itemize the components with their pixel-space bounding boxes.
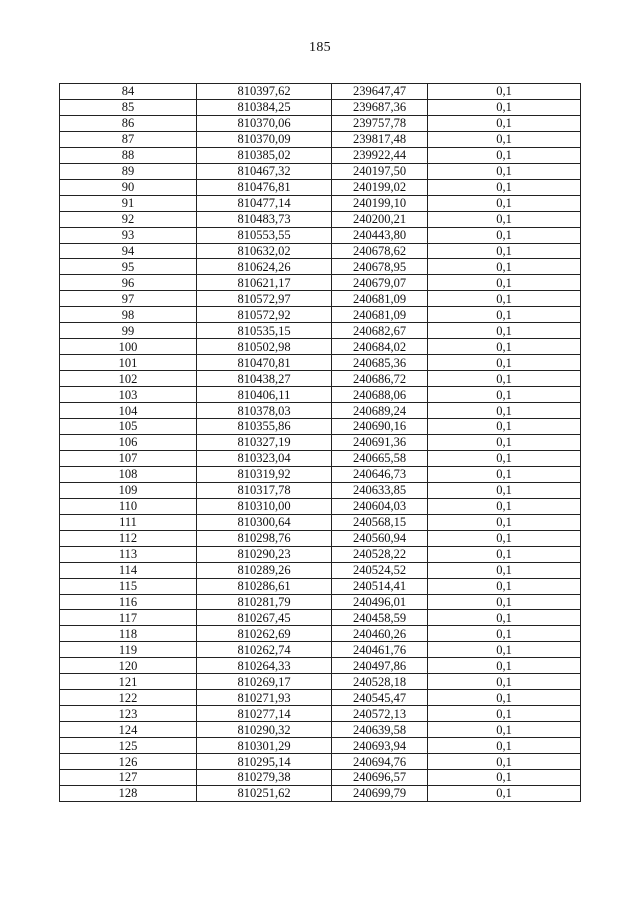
point-number-cell: 89 [60, 163, 197, 179]
accuracy-cell: 0,1 [428, 738, 581, 754]
y-coordinate-cell: 240681,09 [332, 291, 428, 307]
table-row [60, 403, 581, 419]
x-coordinate-cell: 810553,55 [197, 227, 332, 243]
y-coordinate-cell: 240694,76 [332, 754, 428, 770]
table-row [60, 530, 581, 546]
table-row [60, 387, 581, 403]
x-coordinate-cell: 810370,06 [197, 115, 332, 131]
point-number-cell: 114 [60, 562, 197, 578]
x-coordinate-cell: 810406,11 [197, 387, 332, 403]
table-row [60, 738, 581, 754]
x-coordinate-cell: 810290,23 [197, 546, 332, 562]
table-row [60, 243, 581, 259]
accuracy-cell: 0,1 [428, 275, 581, 291]
x-coordinate-cell: 810271,93 [197, 690, 332, 706]
table-row [60, 99, 581, 115]
accuracy-cell: 0,1 [428, 450, 581, 466]
y-coordinate-cell: 240696,57 [332, 769, 428, 785]
accuracy-cell: 0,1 [428, 530, 581, 546]
x-coordinate-cell: 810483,73 [197, 211, 332, 227]
x-coordinate-cell: 810385,02 [197, 147, 332, 163]
x-coordinate-cell: 810319,92 [197, 466, 332, 482]
point-number-cell: 84 [60, 84, 197, 100]
table-row [60, 785, 581, 801]
accuracy-cell: 0,1 [428, 84, 581, 100]
accuracy-cell: 0,1 [428, 291, 581, 307]
y-coordinate-cell: 240682,67 [332, 323, 428, 339]
x-coordinate-cell: 810535,15 [197, 323, 332, 339]
y-coordinate-cell: 240691,36 [332, 434, 428, 450]
x-coordinate-cell: 810467,32 [197, 163, 332, 179]
accuracy-cell: 0,1 [428, 147, 581, 163]
accuracy-cell: 0,1 [428, 626, 581, 642]
accuracy-cell: 0,1 [428, 227, 581, 243]
x-coordinate-cell: 810476,81 [197, 179, 332, 195]
table-row [60, 674, 581, 690]
y-coordinate-cell: 240200,21 [332, 211, 428, 227]
table-row [60, 84, 581, 100]
point-number-cell: 123 [60, 706, 197, 722]
table-row [60, 434, 581, 450]
coordinates-table-body [60, 84, 581, 802]
x-coordinate-cell: 810310,00 [197, 498, 332, 514]
y-coordinate-cell: 240678,95 [332, 259, 428, 275]
y-coordinate-cell: 240684,02 [332, 339, 428, 355]
table-row [60, 610, 581, 626]
x-coordinate-cell: 810300,64 [197, 514, 332, 530]
y-coordinate-cell: 240639,58 [332, 722, 428, 738]
y-coordinate-cell: 240461,76 [332, 642, 428, 658]
point-number-cell: 124 [60, 722, 197, 738]
y-coordinate-cell: 240681,09 [332, 307, 428, 323]
point-number-cell: 117 [60, 610, 197, 626]
table-row [60, 227, 581, 243]
y-coordinate-cell: 240545,47 [332, 690, 428, 706]
x-coordinate-cell: 810289,26 [197, 562, 332, 578]
accuracy-cell: 0,1 [428, 323, 581, 339]
point-number-cell: 99 [60, 323, 197, 339]
point-number-cell: 97 [60, 291, 197, 307]
y-coordinate-cell: 240686,72 [332, 371, 428, 387]
x-coordinate-cell: 810262,74 [197, 642, 332, 658]
y-coordinate-cell: 240699,79 [332, 785, 428, 801]
table-row [60, 498, 581, 514]
point-number-cell: 111 [60, 514, 197, 530]
point-number-cell: 128 [60, 785, 197, 801]
accuracy-cell: 0,1 [428, 594, 581, 610]
accuracy-cell: 0,1 [428, 546, 581, 562]
table-row [60, 307, 581, 323]
accuracy-cell: 0,1 [428, 115, 581, 131]
accuracy-cell: 0,1 [428, 785, 581, 801]
accuracy-cell: 0,1 [428, 259, 581, 275]
table-row [60, 323, 581, 339]
x-coordinate-cell: 810267,45 [197, 610, 332, 626]
x-coordinate-cell: 810384,25 [197, 99, 332, 115]
x-coordinate-cell: 810438,27 [197, 371, 332, 387]
accuracy-cell: 0,1 [428, 690, 581, 706]
x-coordinate-cell: 810397,62 [197, 84, 332, 100]
table-row [60, 179, 581, 195]
point-number-cell: 110 [60, 498, 197, 514]
accuracy-cell: 0,1 [428, 179, 581, 195]
y-coordinate-cell: 239687,36 [332, 99, 428, 115]
x-coordinate-cell: 810301,29 [197, 738, 332, 754]
x-coordinate-cell: 810295,14 [197, 754, 332, 770]
table-row [60, 514, 581, 530]
accuracy-cell: 0,1 [428, 243, 581, 259]
x-coordinate-cell: 810290,32 [197, 722, 332, 738]
y-coordinate-cell: 240199,02 [332, 179, 428, 195]
x-coordinate-cell: 810281,79 [197, 594, 332, 610]
y-coordinate-cell: 240688,06 [332, 387, 428, 403]
x-coordinate-cell: 810323,04 [197, 450, 332, 466]
point-number-cell: 112 [60, 530, 197, 546]
point-number-cell: 94 [60, 243, 197, 259]
point-number-cell: 126 [60, 754, 197, 770]
accuracy-cell: 0,1 [428, 610, 581, 626]
x-coordinate-cell: 810572,92 [197, 307, 332, 323]
x-coordinate-cell: 810286,61 [197, 578, 332, 594]
table-row [60, 450, 581, 466]
point-number-cell: 103 [60, 387, 197, 403]
table-row [60, 546, 581, 562]
point-number-cell: 85 [60, 99, 197, 115]
accuracy-cell: 0,1 [428, 658, 581, 674]
table-row [60, 259, 581, 275]
y-coordinate-cell: 240633,85 [332, 482, 428, 498]
accuracy-cell: 0,1 [428, 355, 581, 371]
accuracy-cell: 0,1 [428, 578, 581, 594]
point-number-cell: 104 [60, 403, 197, 419]
table-row [60, 163, 581, 179]
y-coordinate-cell: 240497,86 [332, 658, 428, 674]
point-number-cell: 95 [60, 259, 197, 275]
y-coordinate-cell: 240197,50 [332, 163, 428, 179]
y-coordinate-cell: 240685,36 [332, 355, 428, 371]
table-row [60, 131, 581, 147]
x-coordinate-cell: 810378,03 [197, 403, 332, 419]
y-coordinate-cell: 240514,41 [332, 578, 428, 594]
x-coordinate-cell: 810317,78 [197, 482, 332, 498]
table-row [60, 115, 581, 131]
y-coordinate-cell: 240572,13 [332, 706, 428, 722]
x-coordinate-cell: 810262,69 [197, 626, 332, 642]
point-number-cell: 125 [60, 738, 197, 754]
x-coordinate-cell: 810624,26 [197, 259, 332, 275]
x-coordinate-cell: 810277,14 [197, 706, 332, 722]
point-number-cell: 107 [60, 450, 197, 466]
point-number-cell: 120 [60, 658, 197, 674]
table-row [60, 578, 581, 594]
x-coordinate-cell: 810621,17 [197, 275, 332, 291]
x-coordinate-cell: 810370,09 [197, 131, 332, 147]
point-number-cell: 108 [60, 466, 197, 482]
x-coordinate-cell: 810470,81 [197, 355, 332, 371]
y-coordinate-cell: 240528,18 [332, 674, 428, 690]
coordinates-table [59, 83, 581, 802]
accuracy-cell: 0,1 [428, 419, 581, 435]
point-number-cell: 100 [60, 339, 197, 355]
accuracy-cell: 0,1 [428, 307, 581, 323]
table-row [60, 722, 581, 738]
table-row [60, 195, 581, 211]
point-number-cell: 102 [60, 371, 197, 387]
table-row [60, 291, 581, 307]
point-number-cell: 87 [60, 131, 197, 147]
accuracy-cell: 0,1 [428, 482, 581, 498]
accuracy-cell: 0,1 [428, 706, 581, 722]
point-number-cell: 121 [60, 674, 197, 690]
accuracy-cell: 0,1 [428, 195, 581, 211]
point-number-cell: 96 [60, 275, 197, 291]
y-coordinate-cell: 240678,62 [332, 243, 428, 259]
accuracy-cell: 0,1 [428, 339, 581, 355]
accuracy-cell: 0,1 [428, 722, 581, 738]
y-coordinate-cell: 240665,58 [332, 450, 428, 466]
point-number-cell: 116 [60, 594, 197, 610]
y-coordinate-cell: 240460,26 [332, 626, 428, 642]
accuracy-cell: 0,1 [428, 674, 581, 690]
table-row [60, 642, 581, 658]
table-row [60, 562, 581, 578]
table-row [60, 690, 581, 706]
x-coordinate-cell: 810632,02 [197, 243, 332, 259]
y-coordinate-cell: 240693,94 [332, 738, 428, 754]
x-coordinate-cell: 810477,14 [197, 195, 332, 211]
point-number-cell: 91 [60, 195, 197, 211]
x-coordinate-cell: 810269,17 [197, 674, 332, 690]
y-coordinate-cell: 240458,59 [332, 610, 428, 626]
x-coordinate-cell: 810502,98 [197, 339, 332, 355]
accuracy-cell: 0,1 [428, 642, 581, 658]
y-coordinate-cell: 240524,52 [332, 562, 428, 578]
point-number-cell: 86 [60, 115, 197, 131]
point-number-cell: 90 [60, 179, 197, 195]
table-row [60, 275, 581, 291]
point-number-cell: 109 [60, 482, 197, 498]
table-row [60, 466, 581, 482]
table-row [60, 594, 581, 610]
accuracy-cell: 0,1 [428, 434, 581, 450]
y-coordinate-cell: 240528,22 [332, 546, 428, 562]
accuracy-cell: 0,1 [428, 131, 581, 147]
y-coordinate-cell: 240690,16 [332, 419, 428, 435]
accuracy-cell: 0,1 [428, 498, 581, 514]
point-number-cell: 118 [60, 626, 197, 642]
accuracy-cell: 0,1 [428, 163, 581, 179]
y-coordinate-cell: 239647,47 [332, 84, 428, 100]
accuracy-cell: 0,1 [428, 211, 581, 227]
y-coordinate-cell: 240689,24 [332, 403, 428, 419]
y-coordinate-cell: 240604,03 [332, 498, 428, 514]
y-coordinate-cell: 239922,44 [332, 147, 428, 163]
y-coordinate-cell: 240646,73 [332, 466, 428, 482]
x-coordinate-cell: 810355,86 [197, 419, 332, 435]
table-row [60, 754, 581, 770]
accuracy-cell: 0,1 [428, 99, 581, 115]
table-row [60, 211, 581, 227]
x-coordinate-cell: 810279,38 [197, 769, 332, 785]
x-coordinate-cell: 810298,76 [197, 530, 332, 546]
point-number-cell: 105 [60, 419, 197, 435]
table-row [60, 419, 581, 435]
point-number-cell: 106 [60, 434, 197, 450]
accuracy-cell: 0,1 [428, 562, 581, 578]
point-number-cell: 92 [60, 211, 197, 227]
point-number-cell: 115 [60, 578, 197, 594]
point-number-cell: 127 [60, 769, 197, 785]
table-row [60, 658, 581, 674]
page-number: 185 [309, 40, 331, 55]
table-row [60, 355, 581, 371]
x-coordinate-cell: 810327,19 [197, 434, 332, 450]
point-number-cell: 122 [60, 690, 197, 706]
y-coordinate-cell: 240679,07 [332, 275, 428, 291]
accuracy-cell: 0,1 [428, 466, 581, 482]
table-row [60, 706, 581, 722]
table-row [60, 769, 581, 785]
point-number-cell: 88 [60, 147, 197, 163]
point-number-cell: 98 [60, 307, 197, 323]
y-coordinate-cell: 240443,80 [332, 227, 428, 243]
x-coordinate-cell: 810264,33 [197, 658, 332, 674]
table-row [60, 339, 581, 355]
accuracy-cell: 0,1 [428, 754, 581, 770]
y-coordinate-cell: 239757,78 [332, 115, 428, 131]
y-coordinate-cell: 239817,48 [332, 131, 428, 147]
accuracy-cell: 0,1 [428, 387, 581, 403]
table-row [60, 371, 581, 387]
table-row [60, 482, 581, 498]
point-number-cell: 119 [60, 642, 197, 658]
point-number-cell: 93 [60, 227, 197, 243]
table-row [60, 626, 581, 642]
y-coordinate-cell: 240496,01 [332, 594, 428, 610]
y-coordinate-cell: 240199,10 [332, 195, 428, 211]
accuracy-cell: 0,1 [428, 769, 581, 785]
y-coordinate-cell: 240568,15 [332, 514, 428, 530]
accuracy-cell: 0,1 [428, 371, 581, 387]
table-row [60, 147, 581, 163]
y-coordinate-cell: 240560,94 [332, 530, 428, 546]
accuracy-cell: 0,1 [428, 514, 581, 530]
point-number-cell: 101 [60, 355, 197, 371]
x-coordinate-cell: 810251,62 [197, 785, 332, 801]
point-number-cell: 113 [60, 546, 197, 562]
accuracy-cell: 0,1 [428, 403, 581, 419]
x-coordinate-cell: 810572,97 [197, 291, 332, 307]
